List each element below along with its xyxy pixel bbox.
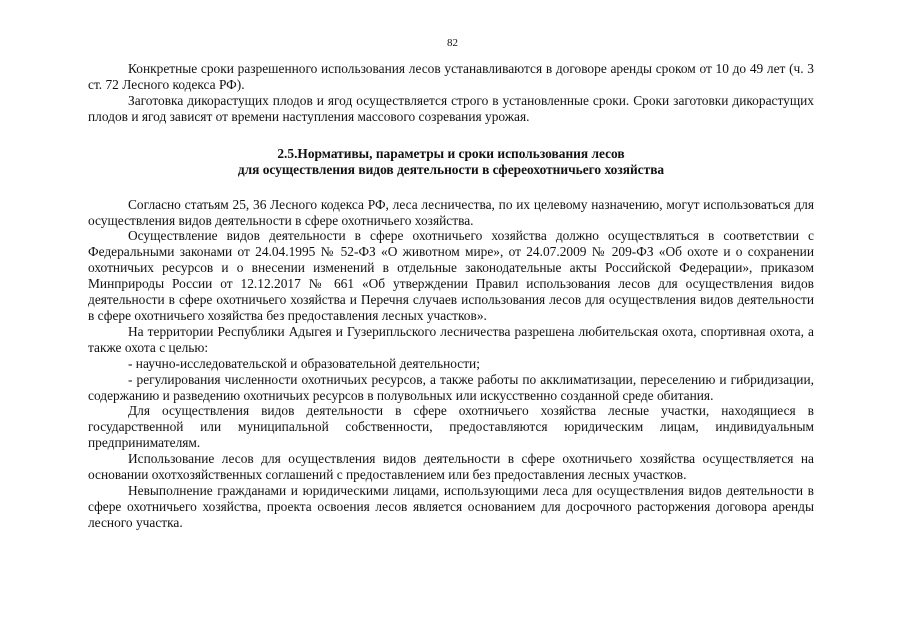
paragraph: На территории Республики Адыгея и Гузерипльского лесничества разрешена любительская охота, спортивная охота, а также охота с целью: (88, 323, 814, 355)
section-heading-line: 2.5.Нормативы, параметры и сроки использования лесов (277, 145, 625, 161)
section-heading (88, 146, 814, 179)
list-item: - регулирования численности охотничьих ресурсов, а также работы по акклиматизации, переселению и гибридизации, содержанию и разведению охотничьих ресурсов в полувольных или искусственно созданной среде обитания. (88, 371, 814, 403)
paragraph: Использование лесов для осуществления видов деятельности в сфере охотничьего хозяйства осуществляется на основании охотхозяйственных соглашений с предоставлением или без предоставления лесных участков. (88, 451, 814, 483)
paragraph: Осуществление видов деятельности в сфере охотничьего хозяйства должно осуществляться в соответствии с Федеральными законами от 24.04.1995 № 52-ФЗ «О животном мире», от 24.07.2009 № 209-ФЗ «Об охоте и о сохранении охотничьих ресурсов и о внесении изменений в отдельные законодательные акты Российской Федерации», приказом Минприроды России от 12.12.2017 № 661 «Об утверждении Правил использования лесов для осуществления видов деятельности в сфере охотничьего хозяйства и Перечня случаев использования лесов для осуществления видов деятельности в сфере охотничьего хозяйства без предоставления лесных участков». (88, 228, 814, 323)
paragraph: Конкретные сроки разрешенного использования лесов устанавливаются в договоре аренды сроком от 10 до 49 лет (ч. 3 ст. 72 Лесного кодекса РФ). (88, 61, 814, 92)
page-number: 82 (447, 37, 458, 49)
paragraph: Согласно статьям 25, 36 Лесного кодекса РФ, леса лесничества, по их целевому назначению, могут использоваться для осуществления видов деятельности в сфере охотничьего хозяйства. (88, 196, 814, 228)
list-item: - научно-исследовательской и образовательной деятельности; (128, 355, 480, 371)
section-heading-line: для осуществления видов деятельности в сфереохотничьего хозяйства (237, 162, 665, 178)
paragraph: Для осуществления видов деятельности в сфере охотничьего хозяйства лесные участки, находящиеся в государственной или муниципальной собственности, предоставляются юридическим лицам, индивидуальным предпринимателям. (88, 403, 814, 451)
paragraph: Заготовка дикорастущих плодов и ягод осуществляется строго в установленные сроки. Сроки заготовки дикорастущих плодов и ягод зависят от времени наступления массового созревания урожая. (88, 92, 814, 124)
page-content (88, 61, 814, 531)
paragraph: Невыполнение гражданами и юридическими лицами, использующими леса для осуществления видов деятельности в сфере охотничьего хозяйства, проекта освоения лесов является основанием для досрочного расторжения договора аренды лесного участка. (88, 482, 814, 530)
